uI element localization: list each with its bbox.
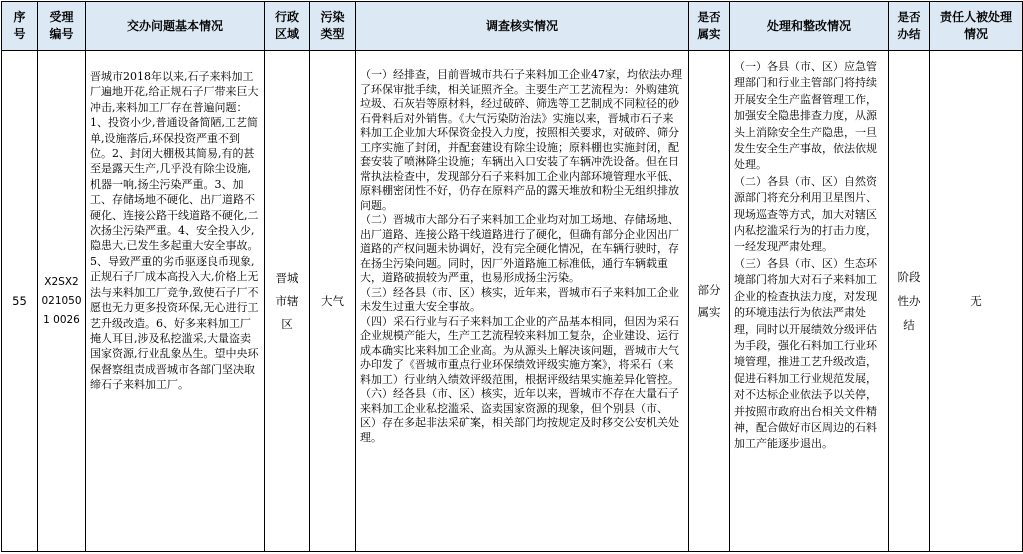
- basic-text: 晋城市2018年以来,石子来料加工厂遍地开花,给正规石子厂带来巨大冲击,来料加工厂存在普遍问题：1、投资小少,普通设备简陋,工艺简单,设施落后,环保投资严重不到位。2、封闭大棚极其简易,有的甚至是露天生产,几乎没有除尘设施,机器一响,扬尘污染严重。3、加工、存储场地不硬化、出厂道路不硬化、连接公路干线道路不硬化,二次扬尘污染严重。4、安全投入少,隐患大,已发生多起重大安全事故。5、导致严重的劣币驱逐良币现象,正规石子厂成本高投入大,价格上无法与来料加工厂竞争,致使石子厂不愿也无力更多投资环保,无心进行工艺升级改造。6、好多来料加工厂掩人耳目,涉及私挖滥采,大量盗卖国家资源,行业乱象丛生。望中央环保督察组责成晋城市各部门坚决取缔石子来料加工厂。: [90, 70, 259, 392]
- header-investigation: 调查核实情况: [356, 2, 689, 51]
- header-rectification: 处理和整改情况: [730, 2, 889, 51]
- header-completed: 是否办结: [889, 2, 930, 51]
- investigation-para-1: （一）经排查，目前晋城市共石子来料加工企业47家，均依法办理了环保审批手续，相关证照齐全。主要生产工艺流程为：外购建筑垃圾、石灰岩等原材料，经过破碎、筛选等工艺制成不同粒径的砂石骨料后对外销售。《大气污染防治法》实施以来，晋城市石子来料加工企业加大环保资金投入力度，按照相关要求，对破碎、筛分工序实施了封闭，并配套建设有除尘设施；原料棚也实施封闭，配套安装了喷淋降尘设施；车辆出入口安装了车辆冲洗设备。但在日常执法检查中，发现部分石子来料加工企业内部环境管理水平低、原料棚密闭性不好，仍存在原料产品的露天堆放和粉尘无组织排放问题。: [360, 68, 682, 212]
- complaint-table: [1, 1, 1023, 552]
- header-basic: 交办问题基本情况: [86, 2, 265, 51]
- investigation-para-4: （四）采石行业与石子来料加工企业的产品基本相同，但因为采石企业规模产能大，生产工艺流程较来料加工复杂，企业建设、运行成本确实比来料加工企业高。为从源头上解决该问题，晋城市大气办印发了《晋城市重点行业环保绩效评级实施方案》，将采石（来料加工）行业纳入绩效评级范围，根据评级结果实施差异化管控。: [360, 314, 679, 386]
- investigation-para-6: （六）经各县（市、区）核实，近年以来，晋城市不存在大量石子来料加工企业私挖滥采、盗卖国家资源的现象，但个别县（市、区）存在多起非法采矿案，相关部门均按规定及时移交公安机关处理。: [360, 387, 679, 444]
- header-accountability: 责任人被处理情况: [930, 2, 1023, 51]
- rectification-para-1: （一）各县（市、区）应急管理部门和行业主管部门将持续开展安全生产监督管理工作，加强安全隐患排查力度，从源头上消除安全生产隐患，一旦发生安全生产事故，依法依规处理。: [734, 60, 877, 172]
- cell-pollution: 大气: [310, 51, 356, 552]
- cell-rectification: [730, 51, 889, 552]
- header-row: [2, 2, 1023, 51]
- cell-accountability: 无: [930, 51, 1023, 552]
- cell-verified: 部分属实: [689, 51, 730, 552]
- header-verified: 是否属实: [689, 2, 730, 51]
- header-region: 行政区域: [265, 2, 310, 51]
- header-case-no: 受理编号: [38, 2, 86, 51]
- investigation-para-2: （二）晋城市大部分石子来料加工企业均对加工场地、存储场地、出厂道路、连接公路干线道路进行了硬化，但确有部分企业因出厂道路的产权问题未协调好，没有完全硬化情况，在车辆行驶时，存在扬尘污染问题。同时，因厂外道路施工标准低，通行车辆载重大，道路破损较为严重，也易形成扬尘污染。: [360, 213, 679, 284]
- cell-completed: 阶段性办结: [889, 51, 930, 552]
- cell-basic: [86, 51, 265, 552]
- cell-investigation: [356, 51, 689, 552]
- investigation-para-3: （三）经各县（市、区）核实，近年来，晋城市石子来料加工企业未发生过重大安全事故。: [360, 285, 679, 313]
- rectification-para-3: （三）各县（市、区）生态环境部门将加大对石子来料加工企业的检查执法力度，对发现的环境违法行为依法严肃处理，同时以开展绩效分级评估为手段，强化石料加工行业环境管理，推进工艺升级改造，促进石料加工行业规范发展，对不达标企业依法予以关停，并按照市政府出台相关文件精神，配合做好市区周边的石料加工产能逐步退出。: [734, 256, 877, 451]
- table-row: [2, 51, 1023, 552]
- rectification-para-2: （二）各县（市、区）自然资源部门将充分利用卫星图片、现场巡查等方式，加大对辖区内私挖滥采行为的打击力度，一经发现严肃处理。: [734, 174, 877, 254]
- header-seq: 序号: [2, 2, 38, 51]
- header-pollution: 污染类型: [310, 2, 356, 51]
- cell-seq: 55: [2, 51, 38, 552]
- cell-case-no: X2SX20210501 0026: [38, 51, 86, 552]
- cell-region: 晋城市辖区: [265, 51, 310, 552]
